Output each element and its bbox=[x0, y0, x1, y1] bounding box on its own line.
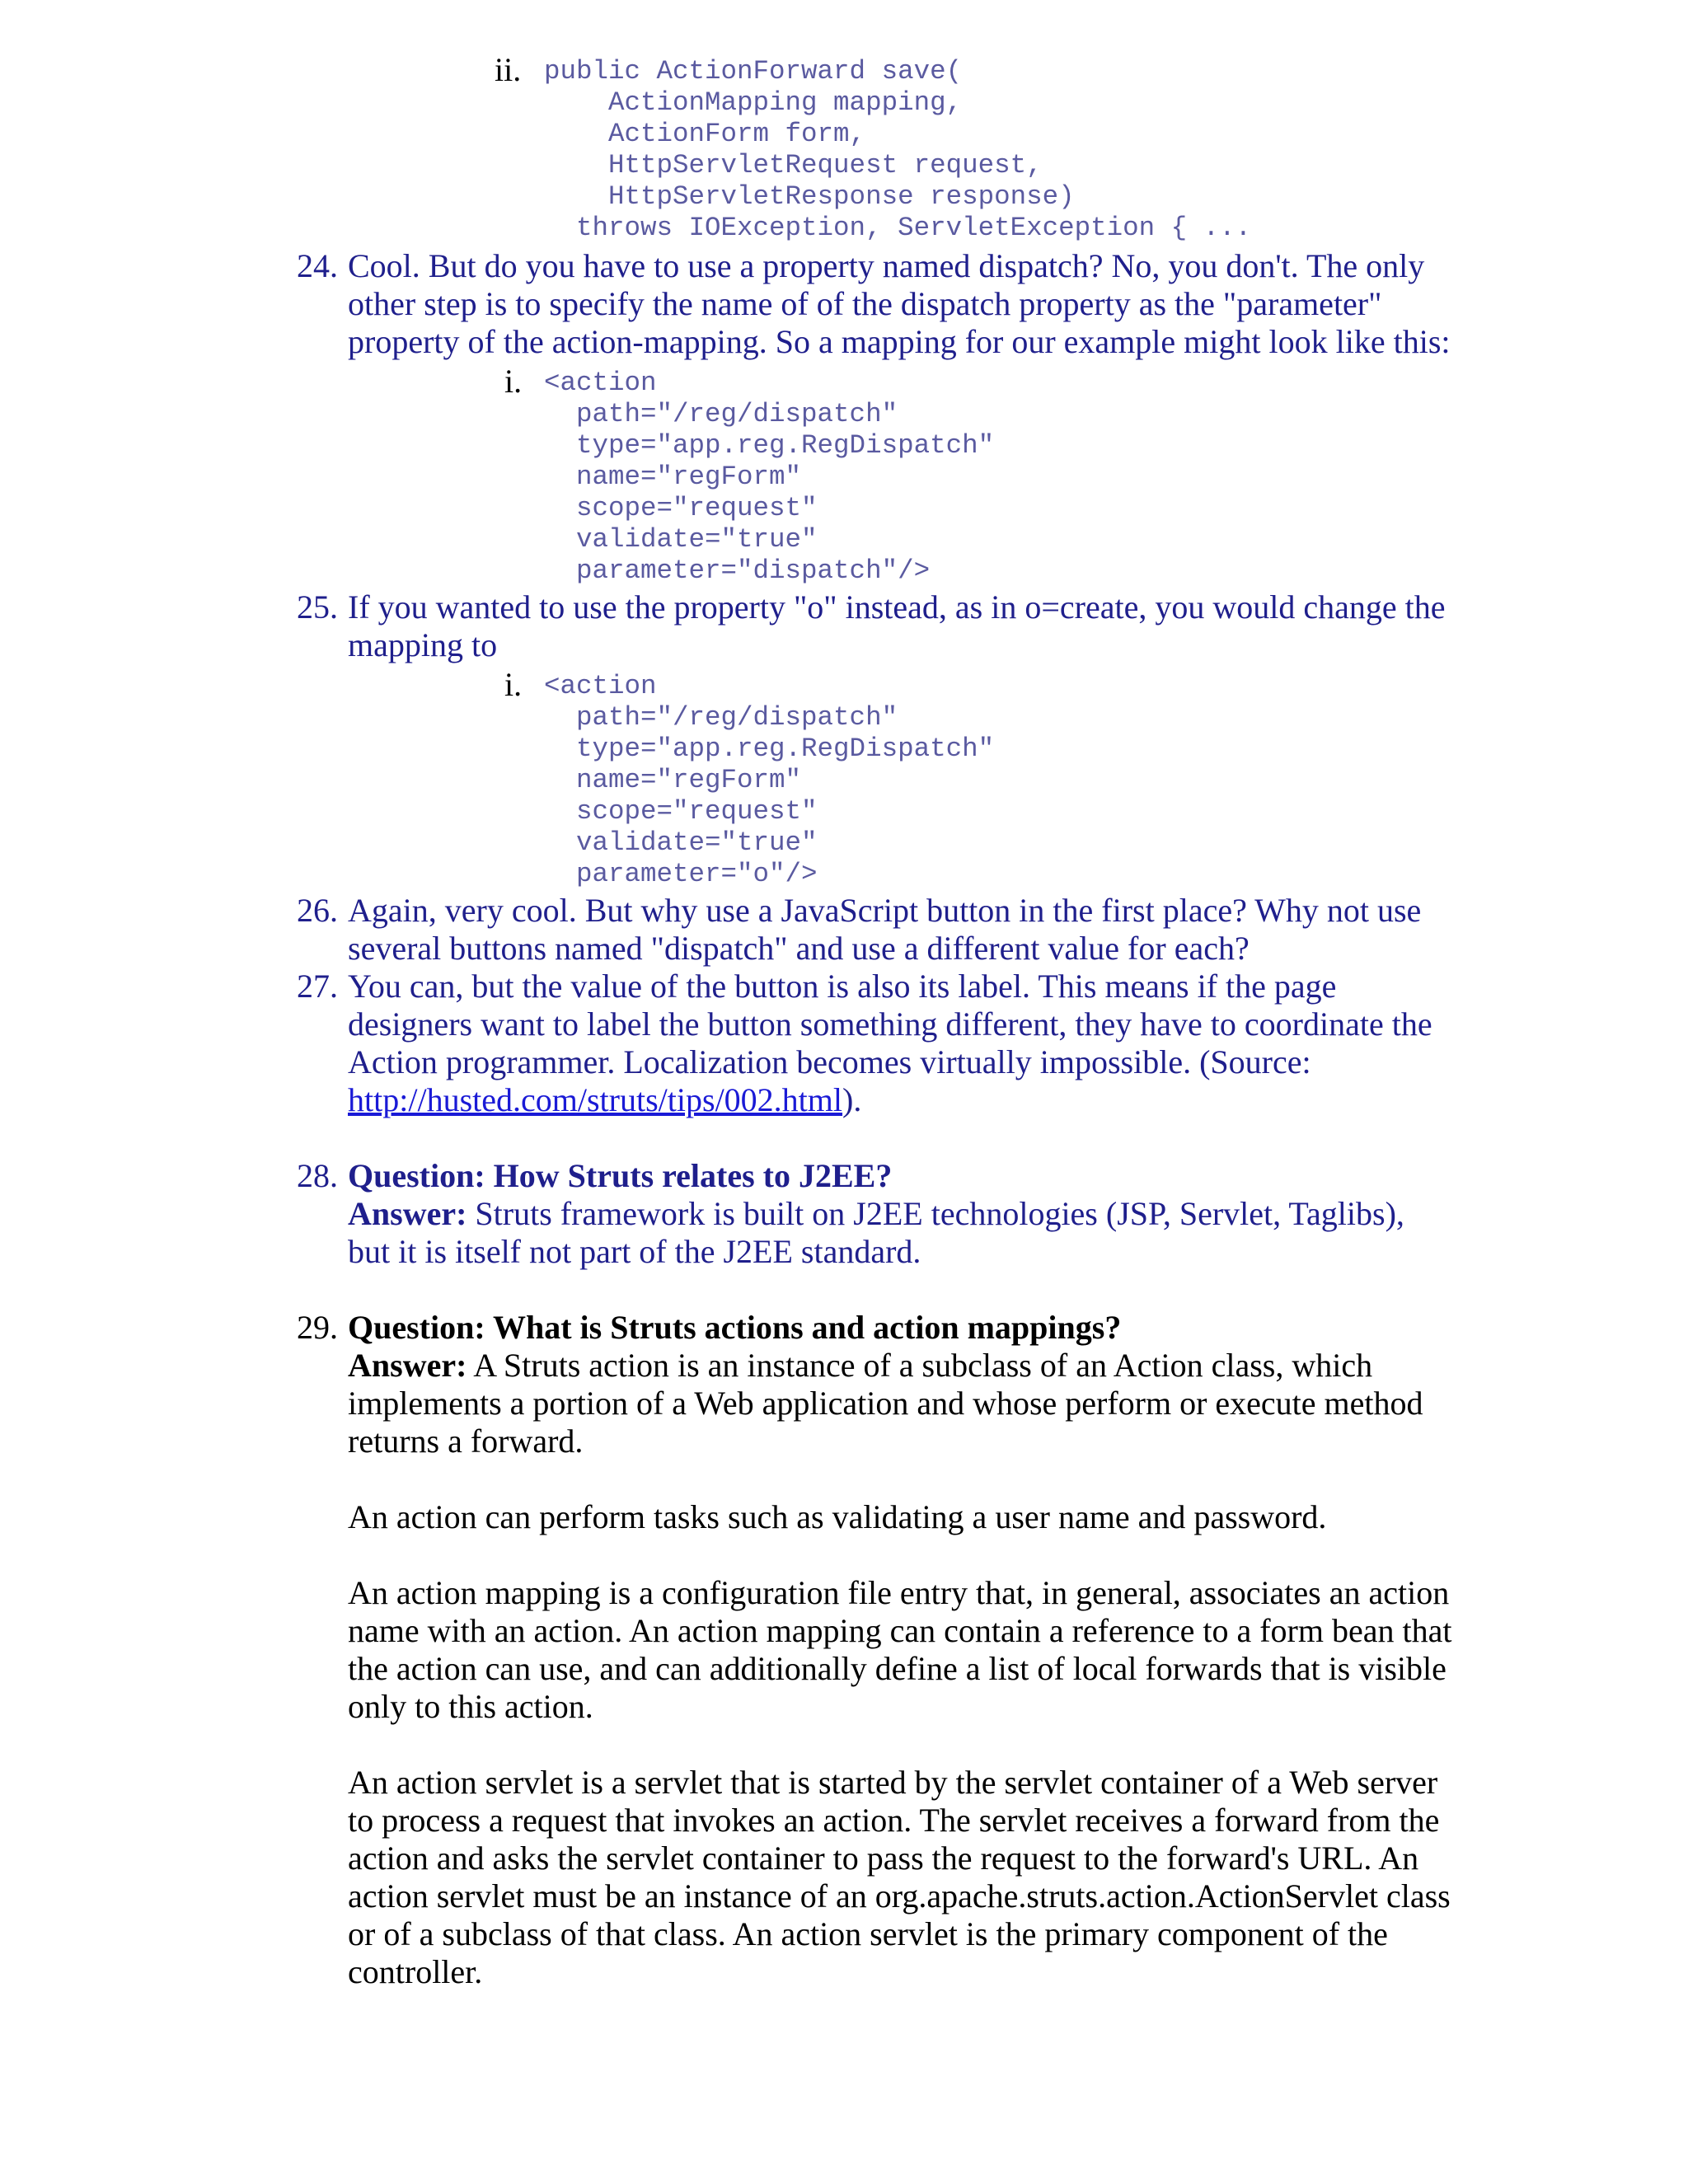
list-number-28: 28. bbox=[297, 1157, 338, 1194]
list-number-27: 27. bbox=[297, 968, 338, 1005]
answer-line: implements a portion of a Web application and whose perform or execute method bbox=[348, 1385, 1423, 1422]
list-item-29 bbox=[348, 1309, 1452, 1991]
answer-line: An action can perform tasks such as validating a user name and password. bbox=[348, 1498, 1327, 1535]
source-link-suffix: ). bbox=[842, 1081, 862, 1118]
list-item-24-line: Cool. But do you have to use a property named dispatch? No, you don't. The only bbox=[348, 247, 1425, 284]
list-item-26 bbox=[348, 892, 1452, 968]
list-item-25-line: mapping to bbox=[348, 626, 498, 663]
code-snippet-action-mapping-o: <action path="/reg/dispatch" type="app.reg.RegDispatch" name="regForm" scope="request" validate="true" parameter="o"/> bbox=[544, 671, 995, 889]
list-number-25: 25. bbox=[297, 588, 338, 626]
list-item-27-line bbox=[348, 1081, 1452, 1119]
code-item-marker: ii. bbox=[495, 51, 522, 88]
list-item-26-line: Again, very cool. But why use a JavaScript button in the first place? Why not use bbox=[348, 892, 1422, 929]
list-item-27-line: Action programmer. Localization becomes virtually impossible. (Source: bbox=[348, 1043, 1311, 1080]
list-item-27-line: You can, but the value of the button is also its label. This means if the page bbox=[348, 968, 1337, 1005]
code-item-marker: i. bbox=[504, 363, 523, 400]
list-number-24: 24. bbox=[297, 247, 338, 284]
answer-line: or of a subclass of that class. An action servlet is the primary component of the bbox=[348, 1915, 1388, 1952]
answer-line: name with an action. An action mapping can contain a reference to a form bean that bbox=[348, 1612, 1452, 1649]
list-number-29: 29. bbox=[297, 1309, 338, 1346]
blank-line bbox=[348, 1536, 1452, 1574]
answer-line: only to this action. bbox=[348, 1688, 593, 1725]
answer-label: Answer: bbox=[348, 1195, 467, 1232]
list-number-26: 26. bbox=[297, 892, 338, 929]
list-item-25-line: If you wanted to use the property "o" instead, as in o=create, you would change the bbox=[348, 588, 1446, 626]
blank-line bbox=[348, 1460, 1452, 1498]
answer-line: the action can use, and can additionally define a list of local forwards that is visible bbox=[348, 1650, 1447, 1687]
question-heading: Question: How Struts relates to J2EE? bbox=[348, 1157, 893, 1194]
answer-line: action and asks the servlet container to pass the request to the forward's URL. An bbox=[348, 1840, 1419, 1877]
list-item-27 bbox=[348, 968, 1452, 1119]
code-item-marker: i. bbox=[504, 666, 523, 703]
source-link[interactable]: http://husted.com/struts/tips/002.html bbox=[348, 1081, 843, 1118]
answer-line bbox=[348, 1195, 1452, 1233]
blank-line bbox=[348, 1726, 1452, 1764]
answer-line: returns a forward. bbox=[348, 1422, 584, 1460]
answer-line bbox=[348, 1347, 1452, 1385]
list-item-26-line: several buttons named "dispatch" and use a different value for each? bbox=[348, 930, 1250, 967]
list-item-28 bbox=[348, 1157, 1452, 1271]
list-item-27-line: designers want to label the button something different, they have to coordinate the bbox=[348, 1005, 1432, 1043]
code-snippet-action-mapping: <action path="/reg/dispatch" type="app.reg.RegDispatch" name="regForm" scope="request" validate="true" parameter="dispatch"/> bbox=[544, 368, 995, 586]
list-item-24 bbox=[348, 247, 1452, 361]
answer-line: but it is itself not part of the J2EE standard. bbox=[348, 1233, 921, 1270]
answer-line: An action servlet is a servlet that is started by the servlet container of a Web server bbox=[348, 1764, 1438, 1801]
question-heading: Question: What is Struts actions and action mappings? bbox=[348, 1309, 1122, 1346]
list-item-24-line: property of the action-mapping. So a mapping for our example might look like this: bbox=[348, 323, 1451, 360]
answer-line: action servlet must be an instance of an org.apache.struts.action.ActionServlet class bbox=[348, 1877, 1451, 1915]
list-item-25 bbox=[348, 588, 1452, 664]
list-item-24-line: other step is to specify the name of of the dispatch property as the "parameter" bbox=[348, 285, 1382, 322]
code-snippet-save-method: public ActionForward save( ActionMapping mapping, ActionForm form, HttpServletRequest request, HttpServletResponse response) throws IOException, ServletException { ... bbox=[544, 56, 1252, 243]
answer-text: A Struts action is an instance of a subclass of an Action class, which bbox=[467, 1347, 1373, 1384]
answer-line: to process a request that invokes an action. The servlet receives a forward from the bbox=[348, 1802, 1440, 1839]
answer-text: Struts framework is built on J2EE technologies (JSP, Servlet, Taglibs), bbox=[467, 1195, 1404, 1232]
answer-line: An action mapping is a configuration file entry that, in general, associates an action bbox=[348, 1574, 1450, 1611]
answer-line: controller. bbox=[348, 1953, 483, 1990]
answer-label: Answer: bbox=[348, 1347, 467, 1384]
